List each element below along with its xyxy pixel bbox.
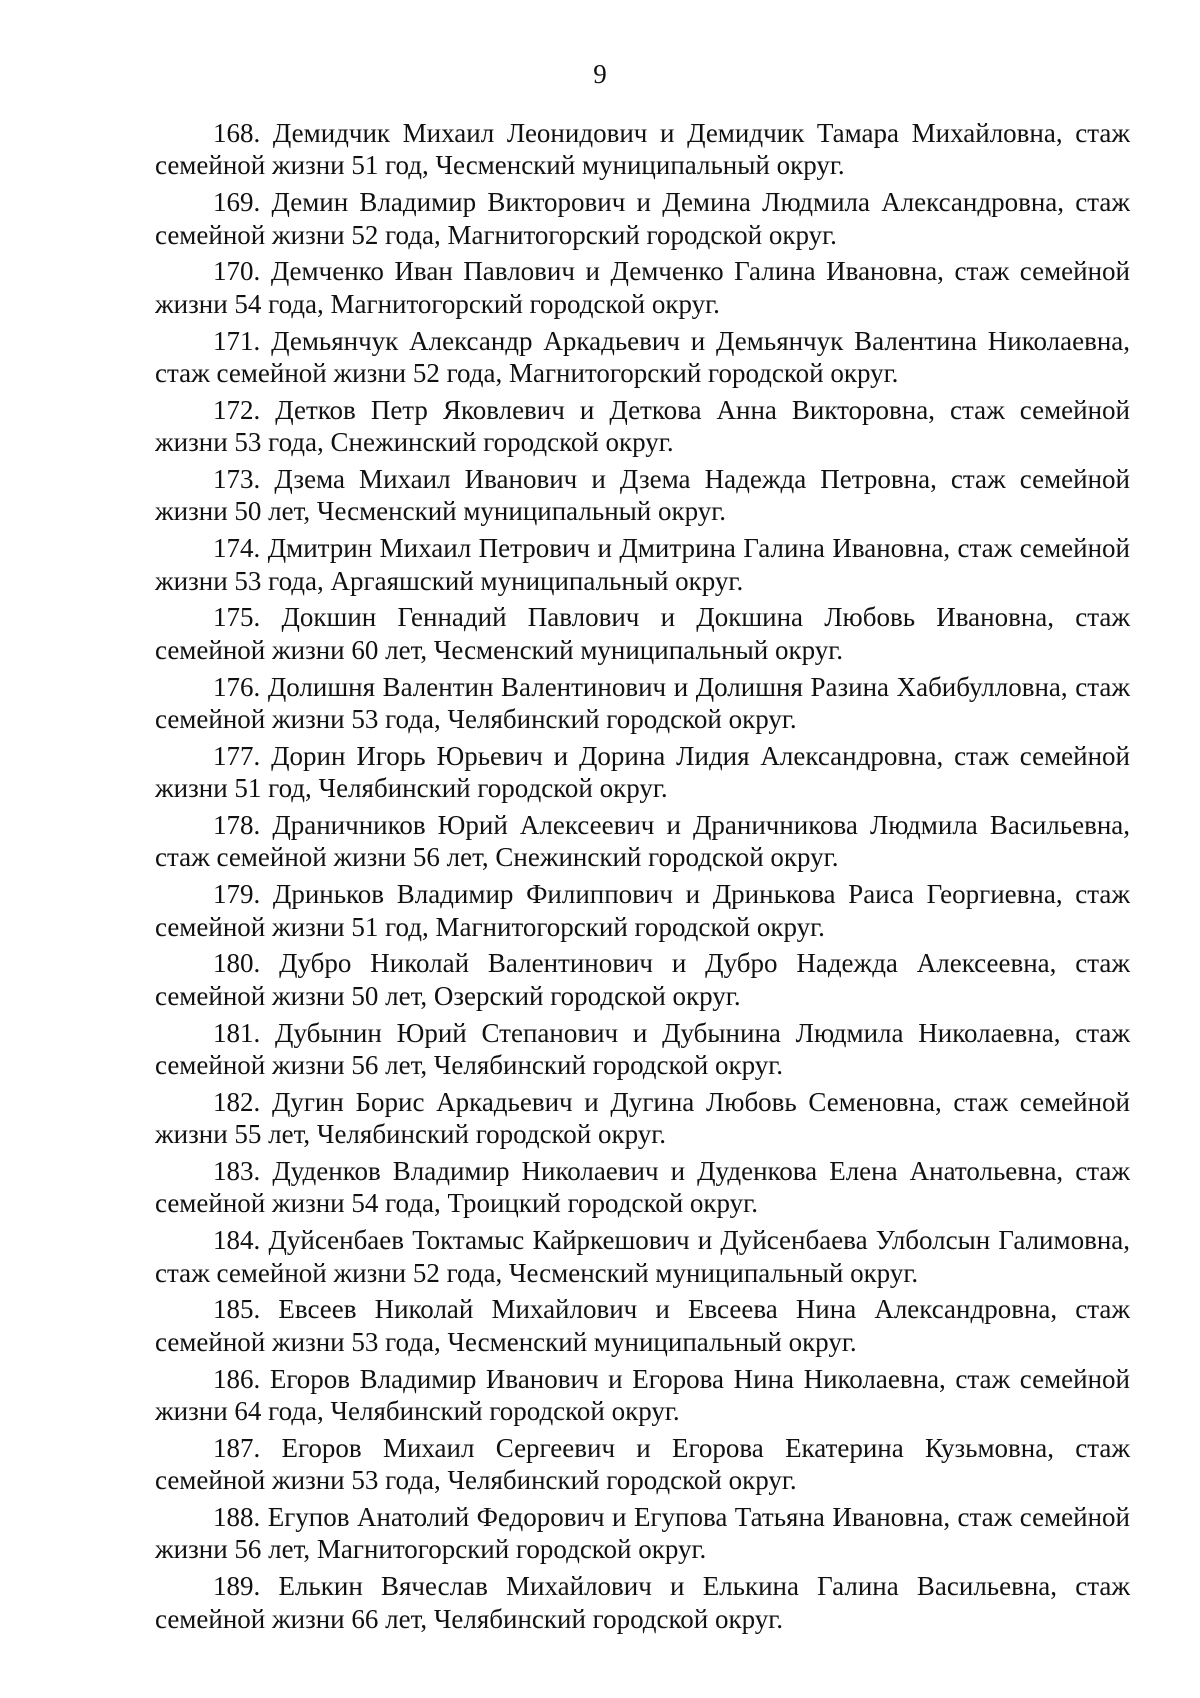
entry-text: Егоров Владимир Иванович и Егорова Нина Николаевна, стаж семейной жизни 64 года, Челябинский городской округ. [155, 1363, 1131, 1427]
entry-number: 184. [213, 1225, 261, 1256]
entry-text: Дубро Николай Валентинович и Дубро Надежда Алексеевна, стаж семейной жизни 50 лет, Озерский городской округ. [155, 948, 1131, 1011]
entry-number: 178. [213, 810, 261, 841]
list-item [155, 532, 1130, 597]
entry-number: 182. [213, 1086, 261, 1117]
entry-number: 171. [213, 325, 261, 356]
entry-text: Дубынин Юрий Степанович и Дубынина Людмила Николаевна, стаж семейной жизни 56 лет, Челябинский городской округ. [155, 1017, 1131, 1081]
entry-text: Демин Владимир Викторович и Демина Людмила Александровна, стаж семейной жизни 52 года, Магнитогорский городской округ. [155, 187, 1130, 250]
list-item [155, 1155, 1130, 1220]
entry-text: Драничников Юрий Алексеевич и Драничникова Людмила Васильевна, стаж семейной жизни 56 лет, Снежинский городской округ. [155, 810, 1130, 873]
entry-text: Евсеев Николай Михайлович и Евсеева Нина Александровна, стаж семейной жизни 53 года, Чесменский муниципальный округ. [155, 1294, 1131, 1357]
entry-number: 170. [213, 256, 261, 287]
entry-text: Докшин Геннадий Павлович и Докшина Любовь Ивановна, стаж семейной жизни 60 лет, Чесменский муниципальный округ. [155, 602, 1131, 665]
entry-number: 173. [213, 464, 261, 495]
entry-text: Долишня Валентин Валентинович и Долишня Разина Хабибулловна, стаж семейной жизни 53 года, Челябинский городской округ. [155, 671, 1130, 735]
list-item [155, 394, 1130, 459]
entry-text: Демьянчук Александр Аркадьевич и Демьянчук Валентина Николаевна, стаж семейной жизни 52 года, Магнитогорский городской округ. [155, 325, 1130, 389]
entry-text: Дмитрин Михаил Петрович и Дмитрина Галина Ивановна, стаж семейной жизни 53 года, Аргаяшский муниципальный округ. [155, 533, 1130, 596]
list-item [155, 117, 1130, 182]
entry-text: Елькин Вячеслав Михайлович и Елькина Галина Васильевна, стаж семейной жизни 66 лет, Челябинский городской округ. [155, 1571, 1131, 1634]
entry-number: 189. [213, 1571, 261, 1602]
list-item [155, 671, 1130, 736]
list-item [155, 1017, 1130, 1082]
list-item [155, 809, 1130, 874]
entry-number: 176. [213, 671, 261, 702]
entry-number: 172. [213, 394, 261, 425]
entry-number: 175. [213, 602, 261, 633]
entry-number: 183. [213, 1156, 261, 1187]
entry-number: 169. [213, 187, 261, 218]
entry-text: Детков Петр Яковлевич и Деткова Анна Викторовна, стаж семейной жизни 53 года, Снежинский городской округ. [155, 394, 1130, 458]
entry-number: 180. [213, 948, 261, 979]
list-item [155, 1086, 1130, 1151]
list-item [155, 463, 1130, 528]
list-item [155, 740, 1130, 805]
entry-number: 187. [213, 1432, 261, 1463]
entry-number: 179. [213, 879, 261, 910]
entry-text: Дуйсенбаев Токтамыс Кайркешович и Дуйсенбаева Улболсын Галимовна, стаж семейной жизни 52 года, Чесменский муниципальный округ. [155, 1225, 1131, 1288]
entry-number: 177. [213, 740, 261, 771]
list-item [155, 1224, 1130, 1289]
entry-text: Дуденков Владимир Николаевич и Дуденкова Елена Анатольевна, стаж семейной жизни 54 года, Троицкий городской округ. [155, 1156, 1130, 1219]
list-item [155, 186, 1130, 251]
entry-number: 168. [213, 118, 261, 148]
entry-number: 188. [213, 1502, 261, 1533]
entry-number: 185. [213, 1294, 261, 1325]
list-item [155, 1293, 1130, 1358]
entry-text: Дорин Игорь Юрьевич и Дорина Лидия Александровна, стаж семейной жизни 51 год, Челябинский городской округ. [155, 740, 1130, 804]
entry-text: Дзема Михаил Иванович и Дзема Надежда Петровна, стаж семейной жизни 50 лет, Чесменский муниципальный округ. [155, 464, 1130, 527]
list-item [155, 1501, 1130, 1566]
entry-text: Демидчик Михаил Леонидович и Демидчик Тамара Михайловна, стаж семейной жизни 51 год, Чесменский муниципальный округ. [155, 118, 1130, 181]
entry-text: Демченко Иван Павлович и Демченко Галина Ивановна, стаж семейной жизни 54 года, Магнитогорский городской округ. [155, 256, 1131, 319]
entry-text: Дриньков Владимир Филиппович и Дринькова Раиса Георгиевна, стаж семейной жизни 51 год, Магнитогорский городской округ. [155, 879, 1130, 942]
list-item [155, 878, 1130, 943]
list-item [155, 947, 1130, 1012]
entry-number: 174. [213, 533, 261, 564]
list-item [155, 601, 1130, 666]
entry-number: 181. [213, 1017, 261, 1048]
entry-text: Дугин Борис Аркадьевич и Дугина Любовь Семеновна, стаж семейной жизни 55 лет, Челябинский городской округ. [155, 1086, 1131, 1150]
list-item [155, 1570, 1130, 1635]
list-item [155, 255, 1130, 320]
entries-list [155, 117, 1130, 1639]
list-item [155, 1363, 1130, 1428]
entry-text: Егоров Михаил Сергеевич и Егорова Екатерина Кузьмовна, стаж семейной жизни 53 года, Челябинский городской округ. [155, 1432, 1130, 1496]
list-item [155, 325, 1130, 390]
entry-text: Егупов Анатолий Федорович и Егупова Татьяна Ивановна, стаж семейной жизни 56 лет, Магнитогорский городской округ. [155, 1502, 1130, 1565]
list-item [155, 1432, 1130, 1497]
page-number: 9 [593, 59, 607, 89]
entry-number: 186. [213, 1363, 261, 1394]
